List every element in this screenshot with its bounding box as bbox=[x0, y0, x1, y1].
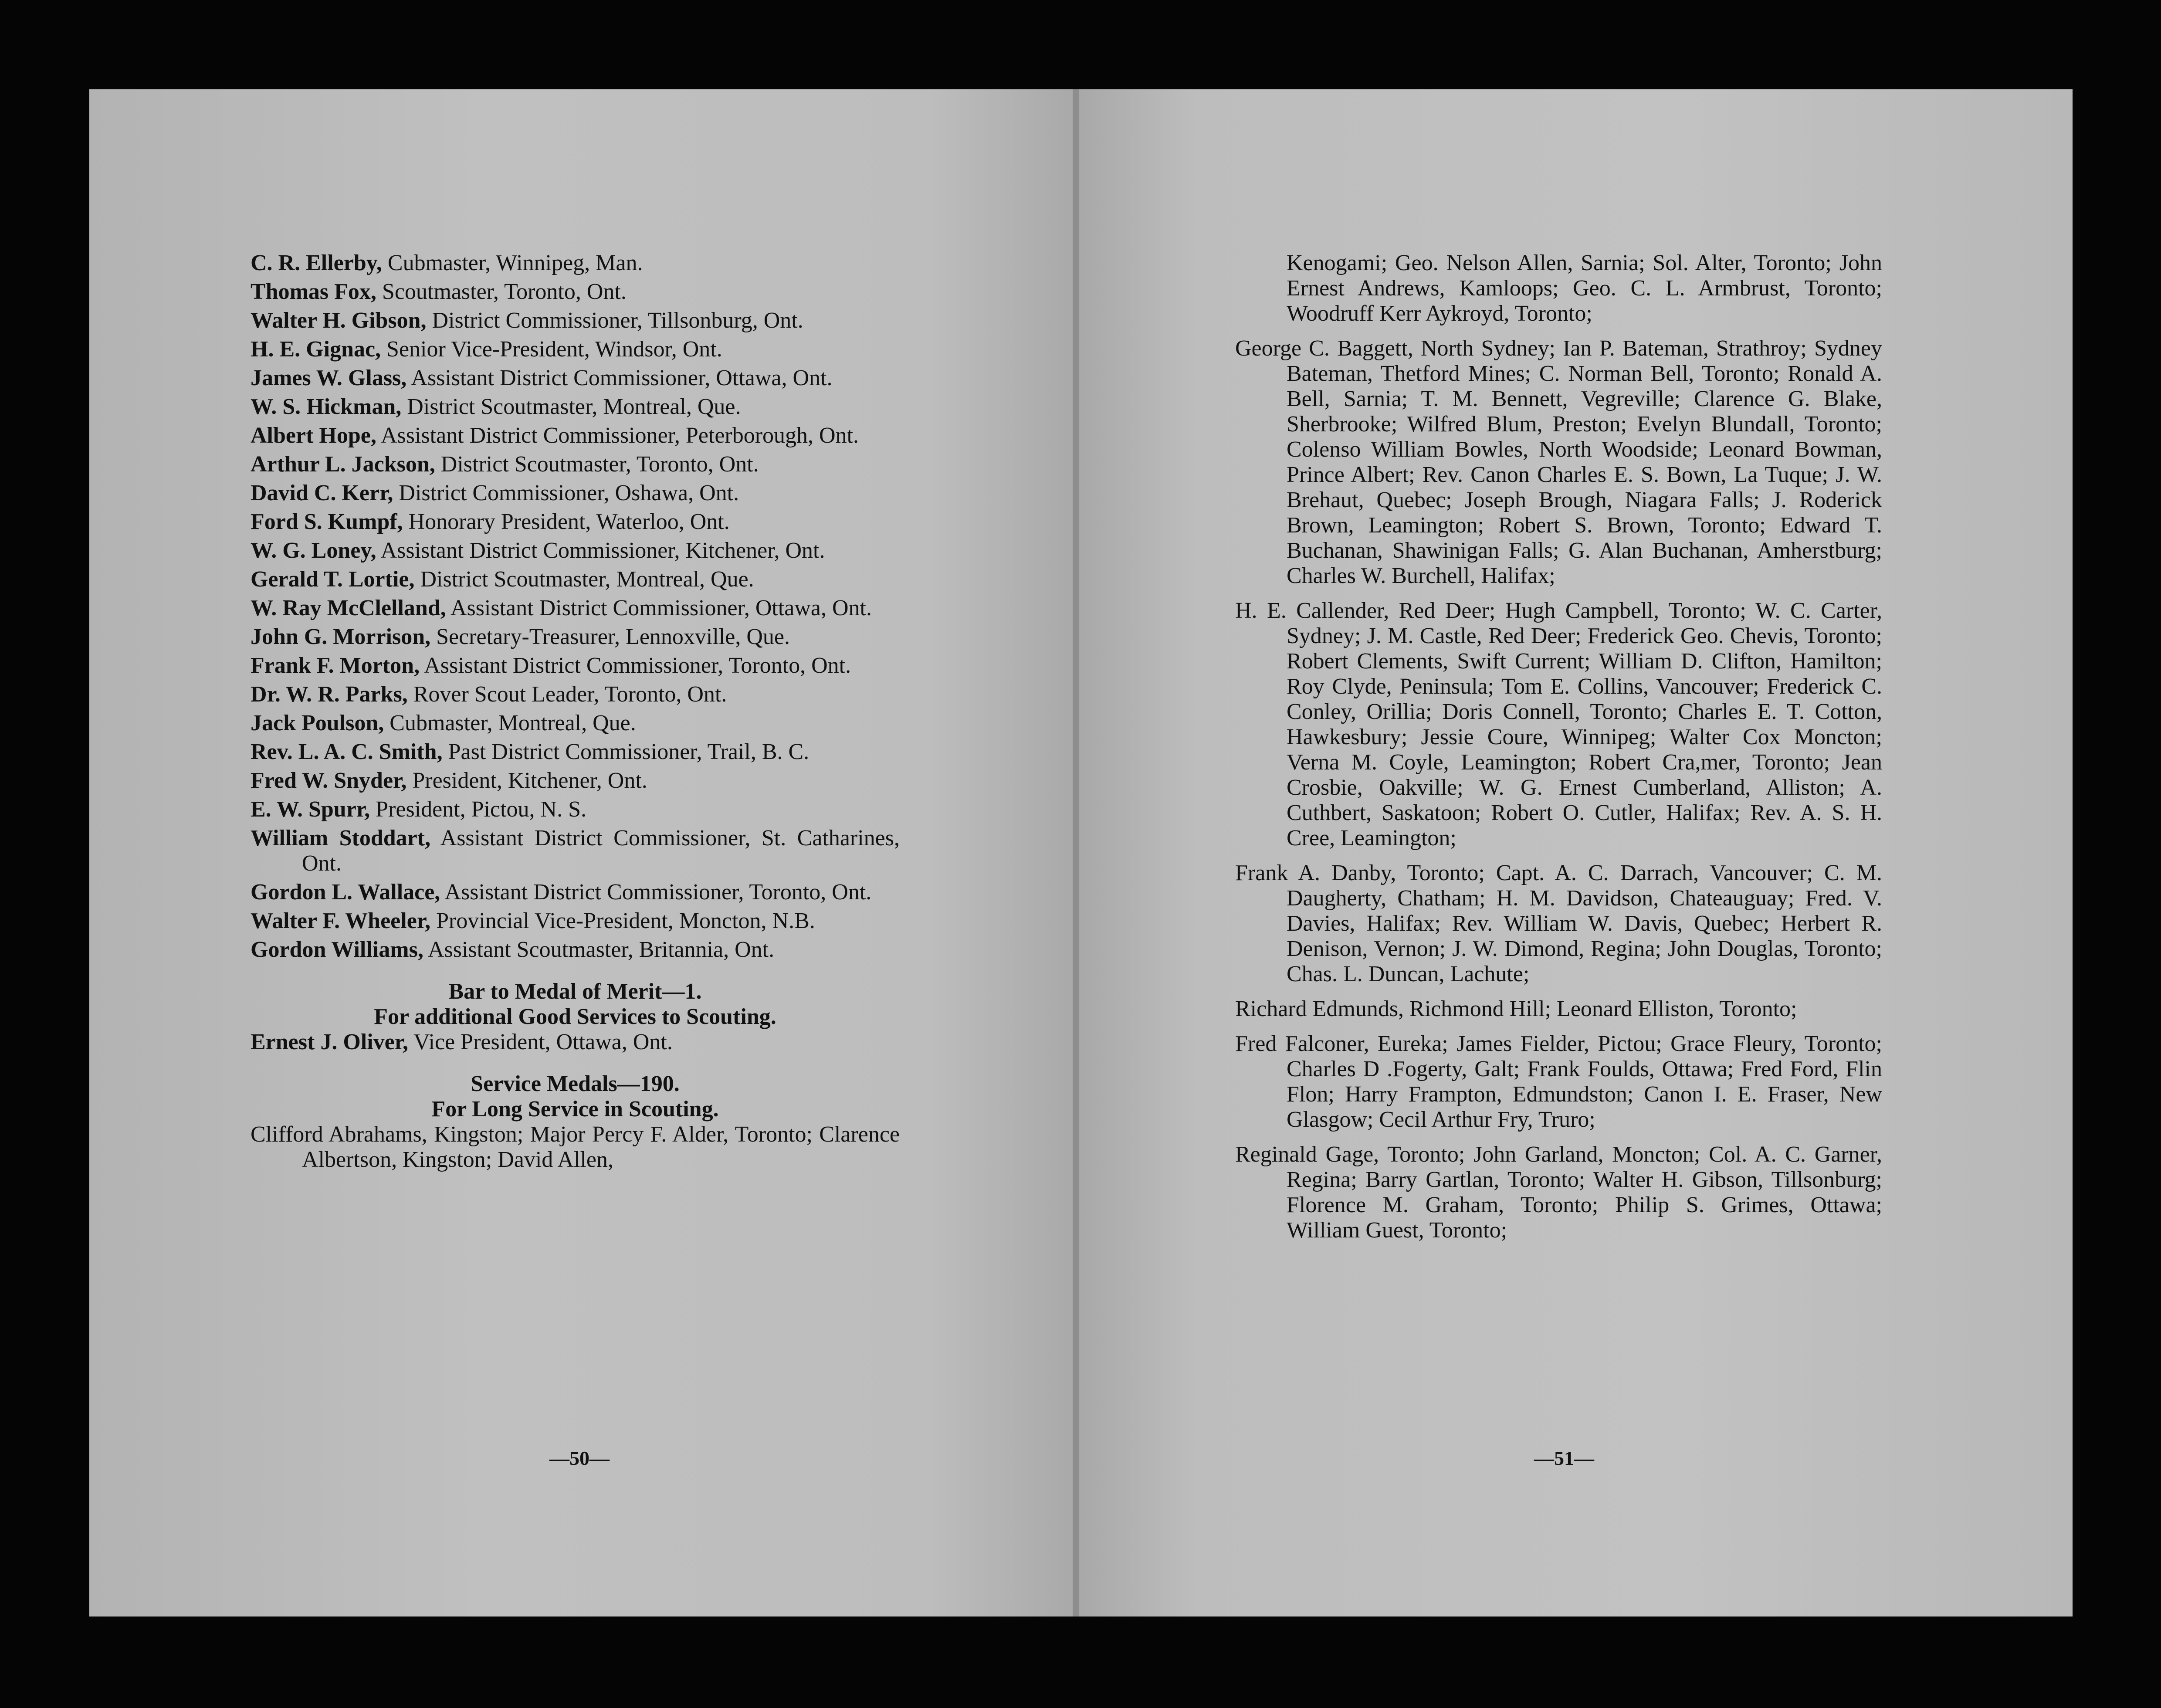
recipient-name: E. W. Spurr, bbox=[251, 797, 370, 822]
recipient-name: Dr. W. R. Parks, bbox=[251, 682, 408, 707]
recipient-details: President, Pictou, N. S. bbox=[370, 797, 587, 822]
recipient-name: Ernest J. Oliver, bbox=[251, 1030, 409, 1054]
right-page-text bbox=[1235, 251, 1882, 1253]
award-entry bbox=[251, 797, 900, 822]
award-entry bbox=[251, 624, 900, 650]
recipient-details: Provincial Vice-President, Moncton, N.B. bbox=[430, 908, 815, 933]
recipient-details: District Commissioner, Oshawa, Ont. bbox=[393, 481, 739, 505]
recipient-details: Assistant District Commissioner, Ottawa, Ont. bbox=[446, 596, 872, 620]
award-entry bbox=[251, 653, 900, 678]
recipient-name: Frank F. Morton, bbox=[251, 653, 420, 678]
recipient-details: Cubmaster, Winnipeg, Man. bbox=[382, 251, 643, 275]
recipient-details: Assistant District Commissioner, Toronto, Ont. bbox=[420, 653, 851, 678]
award-entry bbox=[251, 509, 900, 535]
award-entry bbox=[251, 481, 900, 506]
award-entry bbox=[251, 682, 900, 707]
recipient-name: Walter H. Gibson, bbox=[251, 308, 427, 333]
recipient-name: H. E. Gignac, bbox=[251, 337, 381, 362]
recipient-details: Cubmaster, Montreal, Que. bbox=[384, 711, 636, 735]
recipient-name: Ford S. Kumpf, bbox=[251, 509, 403, 534]
award-entry bbox=[251, 423, 900, 448]
recipient-name: John G. Morrison, bbox=[251, 624, 431, 649]
recipient-name: William Stoddart, bbox=[251, 826, 431, 851]
award-entry bbox=[251, 908, 900, 934]
award-entry bbox=[251, 251, 900, 276]
service-paragraph: Clifford Abrahams, Kingston; Major Percy F. Alder, Toronto; Clarence Albertson, Kingston; David Allen, bbox=[251, 1122, 900, 1172]
recipient-details: Assistant Scoutmaster, Britannia, Ont. bbox=[423, 937, 775, 962]
recipient-details: Vice President, Ottawa, Ont. bbox=[408, 1030, 673, 1054]
service-paragraph-g: Reginald Gage, Toronto; John Garland, Moncton; Col. A. C. Garner, Regina; Barry Gartlan, Toronto; Walter H. Gibson, Tillsonburg; Florence M. Graham, Toronto; Philip S. Grimes, Ottawa; William Guest, Toronto; bbox=[1235, 1142, 1882, 1243]
service-section-subheading: For Long Service in Scouting. bbox=[431, 1097, 719, 1122]
recipient-name: W. G. Loney, bbox=[251, 538, 376, 563]
recipient-name: Fred W. Snyder, bbox=[251, 768, 407, 793]
recipient-name: W. Ray McClelland, bbox=[251, 596, 446, 620]
recipient-name: Gordon Williams, bbox=[251, 937, 423, 962]
award-entry bbox=[251, 452, 900, 477]
recipient-name: James W. Glass, bbox=[251, 366, 407, 390]
book-gutter bbox=[1073, 89, 1079, 1616]
recipient-details: Honorary President, Waterloo, Ont. bbox=[403, 509, 730, 534]
recipient-details: District Commissioner, Tillsonburg, Ont. bbox=[426, 308, 803, 333]
service-paragraph-b: George C. Baggett, North Sydney; Ian P. Bateman, Strathroy; Sydney Bateman, Thetford Mines; C. Norman Bell, Toronto; Ronald A. Bell, Sarnia; T. M. Bennett, Vegreville; Clarence G. Blake, Sherbrooke; Wilfred Blum, Preston; Evelyn Blundall, Toronto; Colenso William Bowles, North Woodside; Leonard Bowman, Prince Albert; Rev. Canon Charles E. S. Bown, La Tuque; J. W. Brehaut, Quebec; Joseph Brough, Niagara Falls; J. Roderick Brown, Leamington; Robert S. Brown, Toronto; Edward T. Buchanan, Shawinigan Falls; G. Alan Buchanan, Amherstburg; Charles W. Burchell, Halifax; bbox=[1235, 336, 1882, 588]
award-entry bbox=[251, 880, 900, 905]
award-entry bbox=[251, 739, 900, 765]
service-paragraph-c: H. E. Callender, Red Deer; Hugh Campbell, Toronto; W. C. Carter, Sydney; J. M. Castle, Red Deer; Frederick Geo. Chevis, Toronto; Robert Clements, Swift Current; William D. Clifton, Hamilton; Roy Clyde, Peninsula; Tom E. Collins, Vancouver; Frederick C. Conley, Orillia; Doris Connell, Toronto; Charles E. T. Cotton, Hawkesbury; Jessie Coure, Winnipeg; Walter Cox Moncton; Verna M. Coyle, Leamington; Robert Cra,mer, Toronto; Jean Crosbie, Oakville; W. G. Ernest Cumberland, Alliston; A. Cuthbert, Saskatoon; Robert O. Cutler, Halifax; Rev. A. S. H. Cree, Leamington; bbox=[1235, 598, 1882, 851]
award-entry bbox=[251, 1030, 900, 1055]
award-entry bbox=[251, 366, 900, 391]
continued-paragraph: Kenogami; Geo. Nelson Allen, Sarnia; Sol. Alter, Toronto; John Ernest Andrews, Kamloops; Geo. C. L. Armbrust, Toronto; Woodruff Kerr Aykroyd, Toronto; bbox=[1287, 251, 1882, 326]
recipient-name: Rev. L. A. C. Smith, bbox=[251, 739, 443, 764]
award-entry bbox=[251, 937, 900, 962]
recipient-details: Assistant District Commissioner, St. Catharines, Ont. bbox=[302, 826, 900, 876]
recipient-details: Senior Vice-President, Windsor, Ont. bbox=[381, 337, 722, 362]
recipient-details: District Scoutmaster, Montreal, Que. bbox=[414, 567, 754, 592]
award-entry bbox=[251, 337, 900, 362]
recipient-details: Past District Commissioner, Trail, B. C. bbox=[442, 739, 810, 764]
recipient-name: W. S. Hickman, bbox=[251, 394, 402, 419]
award-entry bbox=[251, 538, 900, 563]
recipient-details: Assistant District Commissioner, Ottawa, Ont. bbox=[406, 366, 833, 390]
bar-award-list bbox=[251, 1030, 900, 1055]
bar-section-subheading: For additional Good Services to Scouting. bbox=[374, 1004, 776, 1029]
service-paragraph-e: Richard Edmunds, Richmond Hill; Leonard Elliston, Toronto; bbox=[1235, 996, 1797, 1021]
award-entry bbox=[251, 394, 900, 420]
recipient-details: District Scoutmaster, Toronto, Ont. bbox=[435, 452, 759, 477]
service-paragraph-d: Frank A. Danby, Toronto; Capt. A. C. Darrach, Vancouver; C. M. Daugherty, Chatham; H. M. Davidson, Chateauguay; Fred. V. Davies, Halifax; Rev. William W. Davis, Quebec; Herbert R. Denison, Vernon; J. W. Dimond, Regina; John Douglas, Toronto; Chas. L. Duncan, Lachute; bbox=[1235, 861, 1882, 986]
recipient-details: Scoutmaster, Toronto, Ont. bbox=[376, 279, 627, 304]
recipient-name: Albert Hope, bbox=[251, 423, 376, 448]
award-entry bbox=[251, 711, 900, 736]
recipient-details: Assistant District Commissioner, Toronto, Ont. bbox=[440, 880, 872, 905]
page-number: —51— bbox=[1534, 1447, 1594, 1469]
recipient-name: Arthur L. Jackson, bbox=[251, 452, 435, 477]
recipient-name: Jack Poulson, bbox=[251, 711, 384, 735]
bar-section-heading: Bar to Medal of Merit—1. bbox=[448, 979, 702, 1004]
service-paragraph-f: Fred Falconer, Eureka; James Fielder, Pictou; Grace Fleury, Toronto; Charles D .Fogerty, Galt; Frank Foulds, Ottawa; Fred Ford, Flin Flon; Harry Frampton, Edmundston; Canon I. E. Fraser, New Glasgow; Cecil Arthur Fry, Truro; bbox=[1235, 1031, 1882, 1132]
award-entry bbox=[251, 567, 900, 592]
recipient-name: Gerald T. Lortie, bbox=[251, 567, 415, 592]
service-section-heading: Service Medals—190. bbox=[471, 1071, 680, 1096]
recipient-details: Assistant District Commissioner, Kitchener, Ont. bbox=[376, 538, 825, 563]
award-entry bbox=[251, 308, 900, 333]
award-list bbox=[251, 251, 900, 962]
recipient-details: District Scoutmaster, Montreal, Que. bbox=[401, 394, 741, 419]
recipient-name: Thomas Fox, bbox=[251, 279, 376, 304]
recipient-name: Walter F. Wheeler, bbox=[251, 908, 431, 933]
page-number: —50— bbox=[549, 1447, 610, 1469]
recipient-details: Assistant District Commissioner, Peterborough, Ont. bbox=[376, 423, 859, 448]
left-page-text bbox=[251, 251, 900, 1176]
award-entry bbox=[251, 826, 900, 876]
award-entry bbox=[251, 279, 900, 305]
recipient-name: Gordon L. Wallace, bbox=[251, 880, 440, 905]
recipient-details: President, Kitchener, Ont. bbox=[406, 768, 647, 793]
recipient-details: Rover Scout Leader, Toronto, Ont. bbox=[407, 682, 727, 707]
award-entry bbox=[251, 596, 900, 621]
recipient-name: C. R. Ellerby, bbox=[251, 251, 382, 275]
recipient-name: David C. Kerr, bbox=[251, 481, 393, 505]
award-entry bbox=[251, 768, 900, 793]
recipient-details: Secretary-Treasurer, Lennoxville, Que. bbox=[430, 624, 790, 649]
